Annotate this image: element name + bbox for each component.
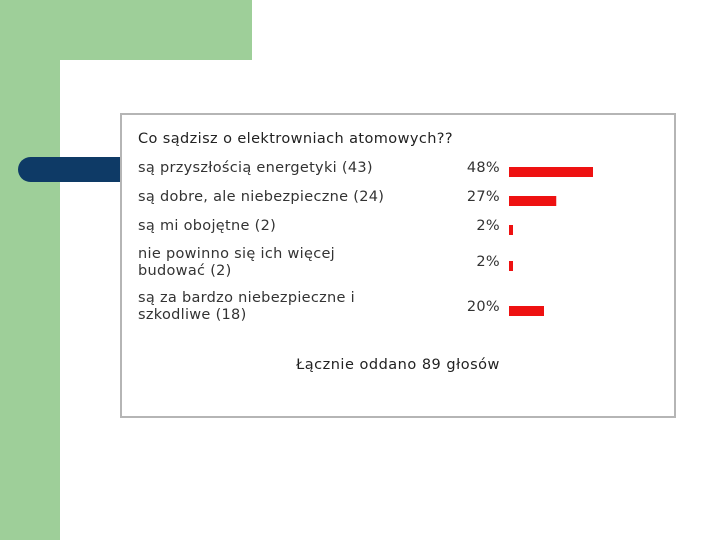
option-label-2: są dobre, ale niebezpieczne (24) — [138, 189, 385, 205]
bar-1 — [509, 167, 593, 177]
option-percent-4: 2% — [476, 254, 500, 270]
bar-5 — [509, 306, 544, 316]
total-votes: Łącznie oddano 89 głosów — [296, 357, 500, 373]
option-label-5: są za bardzo niebezpieczne i szkodliwe (18) — [138, 290, 356, 323]
poll-results-box — [120, 113, 676, 418]
rounded-corner — [60, 60, 100, 100]
bar-3 — [509, 225, 513, 235]
option-percent-2: 27% — [466, 189, 500, 205]
option-label-3: są mi obojętne (2) — [138, 218, 277, 234]
bar-2 — [509, 196, 556, 206]
option-label-1: są przyszłością energetyki (43) — [138, 160, 373, 176]
bar-4 — [509, 261, 513, 271]
poll-title: Co sądzisz o elektrowniach atomowych?? — [138, 131, 453, 147]
option-label-4: nie powinno się ich więcej budować (2) — [138, 246, 336, 279]
option-percent-5: 20% — [466, 299, 500, 315]
option-percent-3: 2% — [476, 218, 500, 234]
green-left-band — [0, 0, 60, 540]
option-percent-1: 48% — [466, 160, 500, 176]
